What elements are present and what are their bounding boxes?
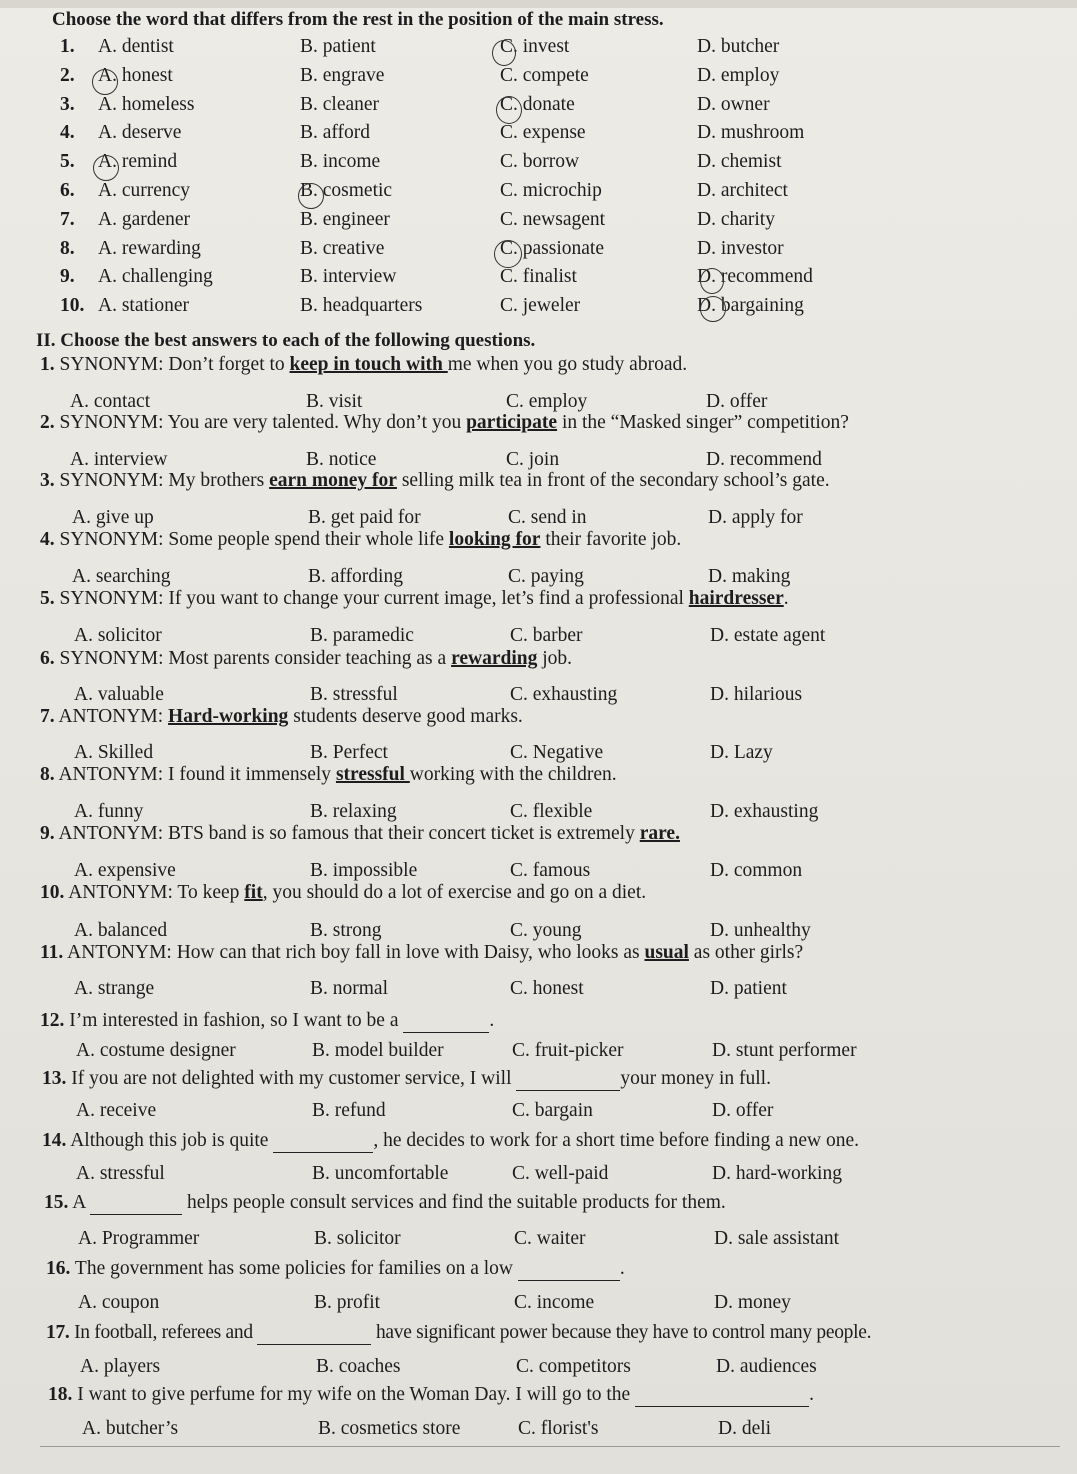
pen-circle-mark — [496, 96, 522, 124]
list-item — [60, 295, 1020, 324]
item-number: 2. — [60, 64, 75, 86]
option-d: D. patient — [710, 978, 787, 999]
stem-text: In football, referees and — [74, 1322, 258, 1343]
question-number: 17. — [46, 1322, 70, 1343]
question-number: 6. — [40, 648, 55, 669]
list-item — [60, 151, 1020, 180]
option-d: D. mushroom — [697, 122, 805, 144]
option-c: C. compete — [500, 64, 589, 86]
question-number: 12. — [40, 1010, 65, 1031]
option-a: A. butcher’s — [82, 1418, 179, 1439]
option-c: C. fruit-picker — [512, 1040, 624, 1061]
option-a: A. Skilled — [74, 742, 154, 763]
page-top-edge — [0, 0, 1077, 8]
option-b: B. strong — [310, 920, 382, 941]
option-a: A. expensive — [74, 860, 176, 881]
option-c: C. newsagent — [500, 208, 606, 230]
stem-text: A — [72, 1192, 91, 1213]
option-b: B. normal — [310, 978, 388, 999]
option-d: D. owner — [697, 93, 770, 115]
option-d: D. stunt performer — [712, 1040, 857, 1061]
list-item — [60, 122, 1020, 151]
section1-list — [60, 36, 1020, 324]
question-number: 15. — [44, 1192, 69, 1213]
stem-text: . — [489, 1010, 495, 1031]
option-c: C. donate — [500, 93, 575, 115]
option-b: B. afford — [300, 122, 371, 144]
question-13 — [42, 1068, 771, 1091]
option-a: A. contact — [70, 391, 151, 412]
item-number: 8. — [60, 237, 75, 259]
question-11 — [40, 942, 803, 964]
list-item — [60, 94, 1020, 123]
stem-text: SYNONYM: If you want to change your current image, let’s find a professional — [59, 588, 689, 609]
answer-blank[interactable] — [516, 1068, 620, 1091]
option-c: C. expense — [500, 122, 586, 144]
option-d: D. hilarious — [710, 684, 803, 705]
stem-text: as other girls? — [688, 942, 804, 963]
option-b: B. visit — [306, 391, 363, 412]
option-b: B. relaxing — [310, 801, 397, 822]
option-c: C. florist's — [518, 1418, 599, 1439]
option-b: B. cosmetics store — [318, 1418, 461, 1439]
question-number: 9. — [40, 823, 55, 844]
question-number: 2. — [40, 412, 55, 433]
answer-blank[interactable] — [273, 1130, 373, 1153]
option-a: A. homeless — [98, 93, 195, 115]
question-18 — [48, 1384, 814, 1407]
question-15 — [44, 1192, 726, 1215]
option-a: A. stationer — [98, 295, 189, 317]
option-c: C. income — [514, 1292, 595, 1313]
option-d: D. offer — [712, 1100, 774, 1121]
stem-text: , you should do a lot of exercise and go on a diet. — [262, 882, 647, 903]
stem-text: The government has some policies for families on a low — [74, 1258, 518, 1279]
option-a: A. players — [80, 1356, 161, 1377]
option-d: D. money — [714, 1292, 791, 1313]
pen-circle-mark — [92, 69, 118, 95]
option-d: D. making — [708, 566, 791, 587]
item-number: 9. — [60, 266, 75, 288]
question-2 — [40, 412, 849, 434]
section2-heading: II. Choose the best answers to each of the following questions. — [36, 330, 536, 351]
question-number: 4. — [40, 529, 55, 550]
list-item — [60, 238, 1020, 267]
option-d: D. recommend — [706, 449, 822, 470]
option-d: D. bargaining — [697, 295, 804, 317]
option-b: B. headquarters — [300, 295, 423, 317]
option-c: C. honest — [510, 978, 584, 999]
option-d: D. common — [710, 860, 803, 881]
option-a: A. currency — [98, 179, 191, 201]
option-b: B. engrave — [300, 64, 385, 86]
option-b: B. impossible — [310, 860, 418, 881]
option-c: C. send in — [508, 507, 587, 528]
question-3 — [40, 470, 830, 492]
page-bottom-rule — [40, 1446, 1060, 1447]
option-c: C. jeweler — [500, 295, 581, 317]
stem-text: SYNONYM: My brothers — [59, 470, 270, 491]
option-a: A. coupon — [78, 1292, 160, 1313]
option-b: B. cosmetic — [300, 179, 393, 201]
item-number: 10. — [60, 295, 85, 317]
option-c: C. exhausting — [510, 684, 618, 705]
list-item — [60, 180, 1020, 209]
stem-text: their favorite job. — [540, 529, 682, 550]
option-d: D. offer — [706, 391, 768, 412]
option-c: C. competitors — [516, 1356, 631, 1377]
section1-heading: Choose the word that differs from the rest in the position of the main stress. — [52, 9, 664, 30]
option-d: D. unhealthy — [710, 920, 811, 941]
option-b: B. engineer — [300, 208, 390, 230]
question-1 — [40, 354, 687, 376]
item-number: 4. — [60, 122, 75, 144]
option-b: B. creative — [300, 237, 385, 259]
question-number: 16. — [46, 1258, 71, 1279]
option-b: B. uncomfortable — [312, 1163, 449, 1184]
option-b: B. coaches — [316, 1356, 401, 1377]
question-number: 14. — [42, 1130, 67, 1151]
stem-text: ANTONYM: BTS band is so famous that their concert ticket is extremely — [58, 823, 640, 844]
item-number: 7. — [60, 208, 75, 230]
option-a: A. interview — [70, 449, 168, 470]
pen-circle-mark — [494, 240, 522, 268]
question-number: 10. — [40, 882, 65, 903]
stem-text: your money in full. — [620, 1068, 771, 1089]
option-d: D. investor — [697, 237, 784, 259]
option-c: C. young — [510, 920, 582, 941]
option-d: D. architect — [697, 179, 788, 201]
underlined-word: stressful — [335, 764, 410, 785]
stem-text: ANTONYM: — [58, 706, 169, 727]
question-5 — [40, 588, 789, 610]
question-12 — [40, 1010, 494, 1033]
list-item — [60, 36, 1020, 65]
answer-blank[interactable] — [635, 1384, 809, 1407]
option-c: C. paying — [508, 566, 584, 587]
stem-text: working with the children. — [409, 764, 617, 785]
option-a: A. rewarding — [98, 237, 201, 259]
option-d: D. chemist — [697, 151, 782, 173]
option-c: C. flexible — [510, 801, 593, 822]
option-c: C. waiter — [514, 1228, 586, 1249]
option-d: D. audiences — [716, 1356, 817, 1377]
stem-text: I’m interested in fashion, so I want to be a — [69, 1010, 404, 1031]
option-b: B. refund — [312, 1100, 386, 1121]
stem-text: SYNONYM: You are very talented. Why don’t you — [59, 412, 467, 433]
question-17 — [46, 1322, 871, 1345]
option-d: D. recommend — [697, 266, 813, 288]
question-number: 11. — [40, 942, 64, 963]
option-d: D. butcher — [697, 36, 780, 57]
answer-blank[interactable] — [90, 1192, 182, 1215]
underlined-word: rewarding — [451, 648, 538, 669]
option-a: A. solicitor — [74, 625, 162, 646]
stem-text: . — [783, 588, 789, 609]
option-a: A. Programmer — [78, 1228, 200, 1249]
option-b: B. affording — [308, 566, 403, 587]
option-d: D. hard-working — [712, 1163, 842, 1184]
item-number: 6. — [60, 179, 75, 201]
stem-text: students deserve good marks. — [288, 706, 523, 727]
option-b: B. solicitor — [314, 1228, 401, 1249]
question-10 — [40, 882, 646, 904]
stem-text: job. — [537, 648, 573, 669]
option-c: C. famous — [510, 860, 591, 881]
option-b: B. patient — [300, 36, 376, 57]
option-c: C. employ — [506, 391, 588, 412]
option-d: D. exhausting — [710, 801, 819, 822]
question-7 — [40, 706, 523, 728]
option-a: A. remind — [98, 151, 178, 173]
option-a: A. valuable — [74, 684, 164, 705]
underlined-word: fit — [244, 882, 263, 903]
stem-text: If you are not delighted with my customer service, I will — [71, 1068, 517, 1089]
option-d: D. estate agent — [710, 625, 826, 646]
option-a: A. costume designer — [76, 1040, 236, 1061]
option-a: A. searching — [72, 566, 171, 587]
option-a: A. funny — [74, 801, 144, 822]
answer-blank[interactable] — [403, 1010, 489, 1033]
underlined-word: Hard-working — [168, 706, 289, 727]
underlined-word: hairdresser — [688, 588, 784, 609]
stem-text: me when you go study abroad. — [447, 354, 688, 375]
option-b: B. income — [300, 151, 381, 173]
option-b: B. profit — [314, 1292, 381, 1313]
pen-circle-mark — [298, 183, 324, 209]
stem-text: helps people consult services and find the suitable products for them. — [182, 1192, 726, 1213]
question-number: 5. — [40, 588, 55, 609]
option-c: C. Negative — [510, 742, 604, 763]
pen-circle-mark — [93, 155, 119, 181]
question-4 — [40, 529, 681, 551]
stem-text: SYNONYM: Don’t forget to — [59, 354, 290, 375]
stem-text: ANTONYM: I found it immensely — [58, 764, 336, 785]
item-number: 1. — [60, 36, 75, 57]
stem-text: in the “Masked singer” competition? — [557, 412, 849, 433]
option-b: B. interview — [300, 266, 397, 288]
stem-text: selling milk tea in front of the secondary school’s gate. — [396, 470, 830, 491]
question-number: 8. — [40, 764, 55, 785]
list-item — [60, 266, 1020, 295]
option-a: A. deserve — [98, 122, 182, 144]
underlined-word: usual — [644, 942, 689, 963]
option-b: B. get paid for — [308, 507, 421, 528]
option-b: B. Perfect — [310, 742, 388, 763]
option-c: C. barber — [510, 625, 583, 646]
underlined-word: participate — [466, 412, 558, 433]
stem-text: . — [619, 1258, 625, 1279]
answer-blank[interactable] — [518, 1258, 620, 1281]
option-c: C. bargain — [512, 1100, 593, 1121]
list-item — [60, 209, 1020, 238]
stem-text: SYNONYM: Most parents consider teaching as a — [59, 648, 452, 669]
option-c: C. passionate — [500, 237, 604, 259]
question-number: 13. — [42, 1068, 67, 1089]
option-d: D. sale assistant — [714, 1228, 840, 1249]
stem-text: I want to give perfume for my wife on the Woman Day. I will go to the — [77, 1384, 636, 1405]
stem-text: , he decides to work for a short time before finding a new one. — [373, 1130, 860, 1151]
option-a: A. give up — [72, 507, 154, 528]
option-c: C. join — [506, 449, 560, 470]
option-d: D. apply for — [708, 507, 803, 528]
option-a: A. stressful — [76, 1163, 165, 1184]
question-16 — [46, 1258, 625, 1281]
pen-circle-mark — [700, 296, 726, 322]
item-number: 5. — [60, 151, 75, 173]
stem-text: have significant power because they have to control many people. — [371, 1322, 872, 1343]
option-b: B. model builder — [312, 1040, 444, 1061]
stem-text: . — [809, 1384, 814, 1405]
question-9 — [40, 823, 680, 845]
question-8 — [40, 764, 617, 786]
option-a: A. dentist — [98, 36, 174, 57]
option-c: C. well-paid — [512, 1163, 609, 1184]
option-a: A. honest — [98, 64, 173, 86]
option-a: A. receive — [76, 1100, 157, 1121]
option-b: B. cleaner — [300, 93, 380, 115]
option-c: C. invest — [500, 36, 570, 57]
item-number: 3. — [60, 93, 75, 115]
pen-circle-mark — [700, 268, 724, 294]
question-number: 18. — [48, 1384, 73, 1405]
option-a: A. challenging — [98, 266, 213, 288]
question-14 — [42, 1130, 859, 1153]
stem-text: ANTONYM: How can that rich boy fall in love with Daisy, who looks as — [67, 942, 645, 963]
option-a: A. gardener — [98, 208, 191, 230]
option-d: D. Lazy — [710, 742, 773, 763]
option-b: B. paramedic — [310, 625, 414, 646]
option-b: B. notice — [306, 449, 377, 470]
option-d: D. charity — [697, 208, 775, 230]
underlined-word: earn money for — [269, 470, 397, 491]
option-d: D. deli — [718, 1418, 772, 1439]
question-number: 3. — [40, 470, 55, 491]
option-a: A. balanced — [74, 920, 168, 941]
question-6 — [40, 648, 572, 670]
option-c: C. finalist — [500, 266, 577, 288]
option-a: A. strange — [74, 978, 155, 999]
pen-circle-mark — [492, 40, 516, 66]
stem-text: SYNONYM: Some people spend their whole life — [59, 529, 449, 550]
question-number: 7. — [40, 706, 55, 727]
option-c: C. microchip — [500, 179, 602, 201]
stem-text: Although this job is quite — [70, 1130, 274, 1151]
answer-blank[interactable] — [257, 1322, 371, 1345]
stem-text: ANTONYM: To keep — [68, 882, 245, 903]
underlined-word: rare. — [639, 823, 680, 844]
option-d: D. employ — [697, 64, 780, 86]
question-number: 1. — [40, 354, 55, 375]
option-c: C. borrow — [500, 151, 580, 173]
list-item — [60, 65, 1020, 94]
underlined-word: looking for — [448, 529, 541, 550]
underlined-word: keep in touch with — [289, 354, 448, 375]
option-b: B. stressful — [310, 684, 398, 705]
